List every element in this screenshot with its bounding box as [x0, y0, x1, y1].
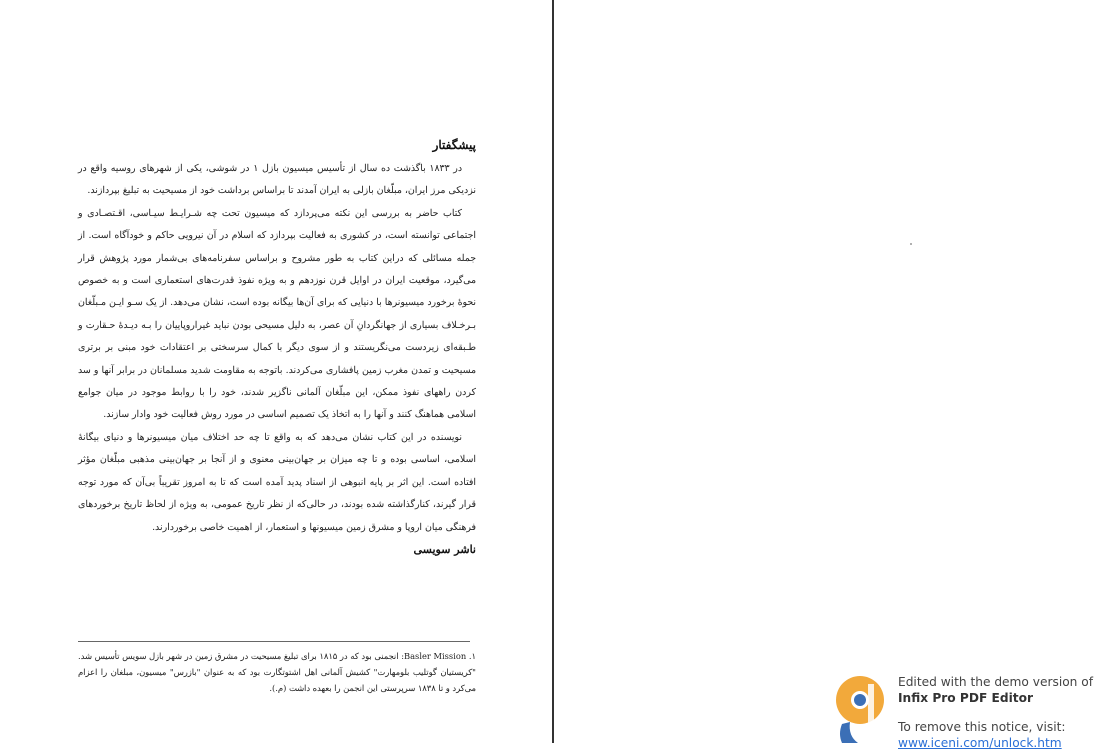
preface-content: [78, 138, 476, 556]
infix-logo-icon: [828, 676, 888, 743]
watermark-notice: [898, 719, 1065, 751]
document-page-right: [554, 0, 1103, 743]
watermark-line-3: To remove this notice, visit:: [898, 720, 1066, 734]
document-page-left: [0, 0, 552, 743]
demo-watermark: [828, 672, 1103, 750]
publisher-signature: ناشر سویسی: [413, 542, 476, 556]
page-heading: پیشگفتار: [432, 138, 476, 152]
watermark-line-1: Edited with the demo version of: [898, 675, 1094, 689]
paragraph-1: در ۱۸۳۳ باگذشت ده سال از تأسیس میسیون بازل ۱ در شوشی، یکی از شهرهای روسیه واقع در نزدیکی مرز ایران، مبلّغان بازلی به ایران آمدند تا براساس برداشت خود از مسیحیت به تبلیغ بپردازند.: [78, 163, 476, 197]
footnote: ۱. Basler Mission: انجمنی بود که در ۱۸۱۵ برای تبلیغ مسیحیت در مشرق زمین در شهر بازل سویس تأسیس شد. "کریستیان گوتلیب بلومهارت" کشیش آلمانی اهل اشتوتگارت بود که به عنوان "بازرس" میسیون، مبلغان را اعزام می‌کرد و تا ۱۸۳۸ سرپرستی این انجمن را بعهده داشت (م.).: [78, 651, 476, 693]
watermark-product: Infix Pro PDF Editor: [898, 691, 1033, 705]
paragraph-3: نویسنده در این کتاب نشان می‌دهد که به واقع تا چه حد اختلاف میان میسیونرها و دنیای بیگانهٔ اسلامی، اساسی بوده و تا چه میزان بر جهان‌بینی معنوی و از آنجا بر جهان‌بینی مذهبی مبلّغان مؤثر افتاده است. این اثر بر پایه انبوهی از اسناد پدید آمده است که تا به امروز تقریباً بی‌آن که مورد توجه قرار گیرند، کنارگذاشته شده بودند، در حالی‌که از نظر تاریخ عمومی، به ویژه از لحاظ تاریخ برخوردهای فرهنگی میان اروپا و مشرق زمین میسیونها و استعمار، از اهمیت خاصی برخوردارند.: [78, 431, 476, 533]
watermark-text: [898, 674, 1093, 706]
paragraph-2: کتاب حاضر به بررسی این نکته می‌پردازد که میسیون تحت چه شـرایـط سیـاسی، اقـتصـادی و اجتماعی توانسته است، در کشوری به فعالیت بپردازد که اسلام در آن نیرویی حاکم و خودآگاه است. از جمله مسائلی که دراین کتاب به طور مشروح و براساس سفرنامه‌های بی‌شمار مورد پژوهش قرار می‌گیرد، موقعیت ایران در اوایل قرن نوزدهم و به ویژه نفوذ قدرت‌های استعماری است و به خصوص نحوهٔ برخورد میسیونرها با دنیایی که برای آن‌ها بیگانه بوده است، نشان می‌دهد. از یک سـو ایـن مـبلّغان بـرخـلاف بسیاری از جهانگردانِ آن عصر، به دلیل مسیحی بودن نباید غیراروپاییان را بـه دیـدهٔ حـقارت و طـبقه‌ای زیردست می‌نگریستند و از سوی دیگر با کمال سرسختی بر اعتقادات خود مبنی بر برتری مسیحیت و تمدن مغرب زمین پافشاری می‌کردند. باتوجه به مقاومت شدید مسلمانان در برابر آنها و سد کردن راههای نفوذ ممکن، این مبلّغان آلمانی ناگزیر شدند، خود را با روابط موجود در میان جوامع اسلامی هماهنگ کنند و آنها را به اتخاذ یک تصمیم اساسی در مورد روش فعالیت خود وادار سازند.: [78, 207, 476, 421]
watermark-link[interactable]: www.iceni.com/unlock.htm: [898, 736, 1062, 750]
page-speck: [910, 243, 912, 245]
footnote-rule: [78, 641, 470, 642]
